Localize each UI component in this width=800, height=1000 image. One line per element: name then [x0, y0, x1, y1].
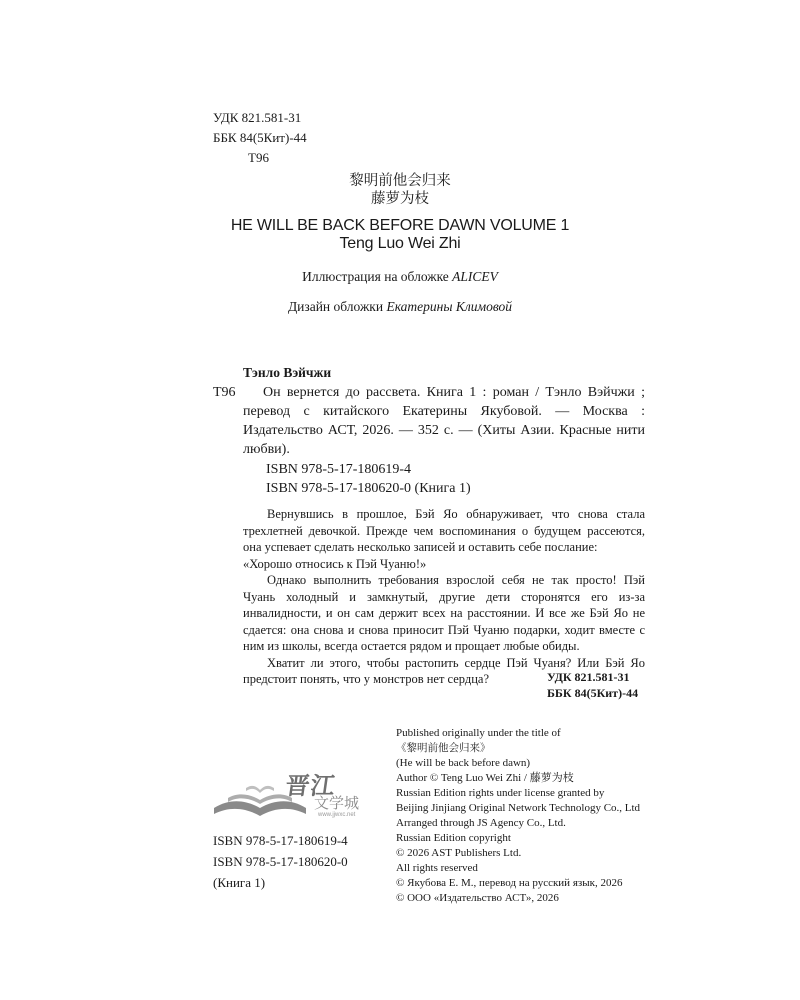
author-heading: Тэнло Вэйчжи	[243, 365, 332, 380]
original-author: 藤萝为枝	[371, 191, 429, 207]
record-isbn-1: ISBN 978-5-17-180619-4	[266, 462, 412, 477]
license-line: All rights reserved	[396, 862, 478, 874]
logo-url: www.jjwxc.net	[318, 812, 356, 818]
english-author: Teng Luo Wei Zhi	[339, 235, 461, 252]
design-label: Дизайн обложки	[287, 299, 387, 314]
annotation	[243, 506, 645, 688]
illustration-label: Иллюстрация на обложке	[302, 269, 453, 284]
english-title: HE WILL BE BACK BEFORE DAWN VOLUME 1	[230, 217, 570, 234]
license-line: © Якубова Е. М., перевод на русский язык, 2026	[396, 877, 623, 889]
license-line: (He will be back before dawn)	[396, 757, 531, 769]
isbn-bottom-line-1: ISBN 978-5-17-180619-4	[213, 833, 348, 848]
udk-code: УДК 821.581-31	[213, 110, 302, 125]
illustration-name: ALICEV	[452, 269, 498, 284]
annotation-quote: «Хорошо относись к Пэй Чуаню!»	[243, 556, 427, 571]
license-line: Russian Edition copyright	[396, 832, 511, 844]
license-line: © ООО «Издательство АСТ», 2026	[396, 892, 559, 904]
original-title: 黎明前他会归来	[349, 173, 451, 189]
license-line: Published originally under the title of	[396, 727, 561, 739]
isbn-block-bottom	[213, 830, 348, 893]
illustration-credit	[0, 269, 800, 285]
license-line: Russian Edition rights under license granted by	[396, 787, 605, 799]
bbk-code: ББК 84(5Кит)-44	[213, 130, 307, 145]
design-name: Екатерины Климовой	[386, 299, 513, 314]
license-block	[396, 726, 696, 906]
logo-brand: 晋江	[283, 772, 338, 800]
author-mark: Т96	[248, 150, 269, 165]
isbn-bottom-line-2: ISBN 978-5-17-180620-0	[213, 854, 348, 869]
license-line: Arranged through JS Agency Co., Ltd.	[396, 817, 566, 829]
license-line: 《黎明前他会归来》	[396, 742, 491, 754]
license-line: Beijing Jinjiang Original Network Technology Co., Ltd	[396, 802, 641, 814]
record-description: Он вернется до рассвета. Книга 1 : роман / Тэнло Вэйчжи ; перевод с китайского Екатерины Якубовой. — Москва : Издательство АСТ, 2026. — 352 с. — (Хиты Азии. Красные нити любви).	[243, 385, 645, 457]
annotation-paragraph-1: Вернувшись в прошлое, Бэй Яо обнаруживает, что снова стала трехлетней девочкой. Прежде чем воспоминания о будущем рассеются, она успевает сделать несколько записей и оставить себе послание:	[243, 507, 645, 554]
record-mark: Т96	[213, 385, 236, 400]
design-credit	[0, 299, 800, 315]
logo-subtitle: 文学城	[314, 794, 360, 812]
record-isbn-2: ISBN 978-5-17-180620-0 (Книга 1)	[266, 481, 471, 496]
isbn-bottom-line-3: (Книга 1)	[213, 875, 266, 890]
annotation-paragraph-2: Однако выполнить требования взрослой себя не так просто! Пэй Чуань холодный и замкнутый, другие дети сторонятся его из-за инвалидности, и он сам держит всех на расстоянии. И все же Бэй Яо не сдается: она снова и снова приносит Пэй Чуаню подарки, ходит вместе с ним из школы, всегда остается рядом и прощает любые обиды.	[243, 573, 645, 653]
license-line: © 2026 AST Publishers Ltd.	[396, 847, 522, 859]
udk-code-bottom: УДК 821.581-31	[547, 670, 630, 684]
jinjiang-logo	[208, 768, 368, 824]
bbk-code-bottom: ББК 84(5Кит)-44	[547, 686, 639, 700]
annotation-paragraph-3: Хватит ли этого, чтобы растопить сердце Пэй Чуаня? Или Бэй Яо предстоит понять, что у монстров нет сердца?	[243, 655, 645, 686]
license-line: Author © Teng Luo Wei Zhi / 藤萝为枝	[396, 772, 574, 784]
